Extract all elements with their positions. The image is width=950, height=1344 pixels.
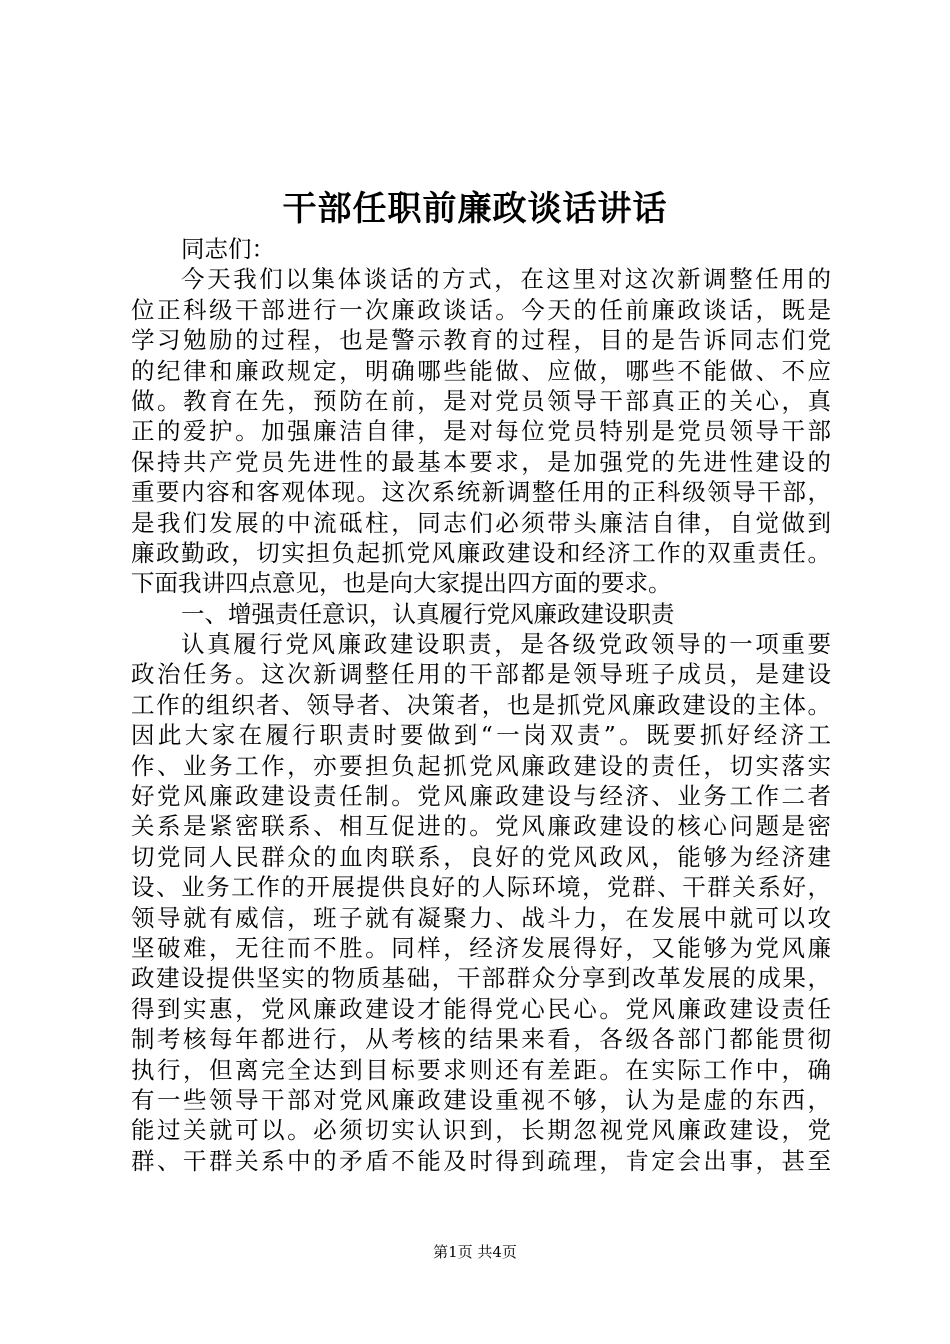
body-line: 的纪律和廉政规定，明确哪些能做、应做，哪些不能做、不应 <box>131 356 831 385</box>
document-title: 干部任职前廉政谈话讲话 <box>282 189 668 229</box>
body-line: 保持共产党员先进性的最基本要求，是加强党的先进性建设的 <box>131 447 831 476</box>
body-line: 群、干群关系中的矛盾不能及时得到疏理，肯定会出事，甚至 <box>131 1146 831 1175</box>
body-line: 位正科级干部进行一次廉政谈话。今天的任前廉政谈话，既是 <box>131 295 831 324</box>
body-line: 是我们发展的中流砥柱，同志们必须带头廉洁自律，自觉做到 <box>131 508 831 537</box>
body-line: 得到实惠，党风廉政建设才能得党心民心。党风廉政建设责任 <box>131 994 831 1023</box>
body-line: 好党风廉政建设责任制。党风廉政建设与经济、业务工作二者 <box>131 782 831 811</box>
page-footer: 第1页 共4页 <box>433 1243 517 1261</box>
body-line: 关系是紧密联系、相互促进的。党风廉政建设的核心问题是密 <box>131 812 831 841</box>
body-line: 一、增强责任意识，认真履行党风廉政建设职责 <box>181 599 675 628</box>
body-line: 能过关就可以。必须切实认识到，长期忽视党风廉政建设，党 <box>131 1116 831 1145</box>
body-line: 领导就有威信，班子就有凝聚力、战斗力，在发展中就可以攻 <box>131 903 831 932</box>
body-line: 政建设提供坚实的物质基础，干部群众分享到改革发展的成果， <box>131 964 831 993</box>
body-line: 做。教育在先，预防在前，是对党员领导干部真正的关心，真 <box>131 386 831 415</box>
body-line: 下面我讲四点意见，也是向大家提出四方面的要求。 <box>131 569 672 598</box>
document-body <box>131 234 831 1176</box>
body-line: 坚破难，无往而不胜。同样，经济发展得好，又能够为党风廉 <box>131 933 831 962</box>
body-line: 同志们： <box>181 235 275 263</box>
body-line: 重要内容和客观体现。这次系统新调整任用的正科级领导干部， <box>131 478 831 507</box>
body-line: 工作的组织者、领导者、决策者，也是抓党风廉政建设的主体。 <box>131 690 831 719</box>
body-line: 设、业务工作的开展提供良好的人际环境，党群、干群关系好， <box>131 873 831 902</box>
body-line: 有一些领导干部对党风廉政建设重视不够，认为是虚的东西， <box>131 1085 831 1114</box>
body-line: 正的爱护。加强廉洁自律，是对每位党员特别是党员领导干部 <box>131 417 831 446</box>
body-line: 今天我们以集体谈话的方式，在这里对这次新调整任用的 <box>181 265 831 294</box>
body-line: 政治任务。这次新调整任用的干部都是领导班子成员，是建设 <box>131 660 831 689</box>
body-line: 学习勉励的过程，也是警示教育的过程，目的是告诉同志们党 <box>131 326 831 355</box>
body-line: 廉政勤政，切实担负起抓党风廉政建设和经济工作的双重责任。 <box>131 538 831 567</box>
body-line: 切党同人民群众的血肉联系，良好的党风政风，能够为经济建 <box>131 842 831 871</box>
body-line: 因此大家在履行职责时要做到“一岗双责”。既要抓好经济工 <box>131 721 831 750</box>
body-line: 认真履行党风廉政建设职责，是各级党政领导的一项重要 <box>181 630 831 659</box>
body-line: 制考核每年都进行，从考核的结果来看，各级各部门都能贯彻 <box>131 1025 831 1054</box>
body-line: 执行，但离完全达到目标要求则还有差距。在实际工作中，确 <box>131 1055 831 1084</box>
body-line: 作、业务工作，亦要担负起抓党风廉政建设的责任，切实落实 <box>131 751 831 780</box>
